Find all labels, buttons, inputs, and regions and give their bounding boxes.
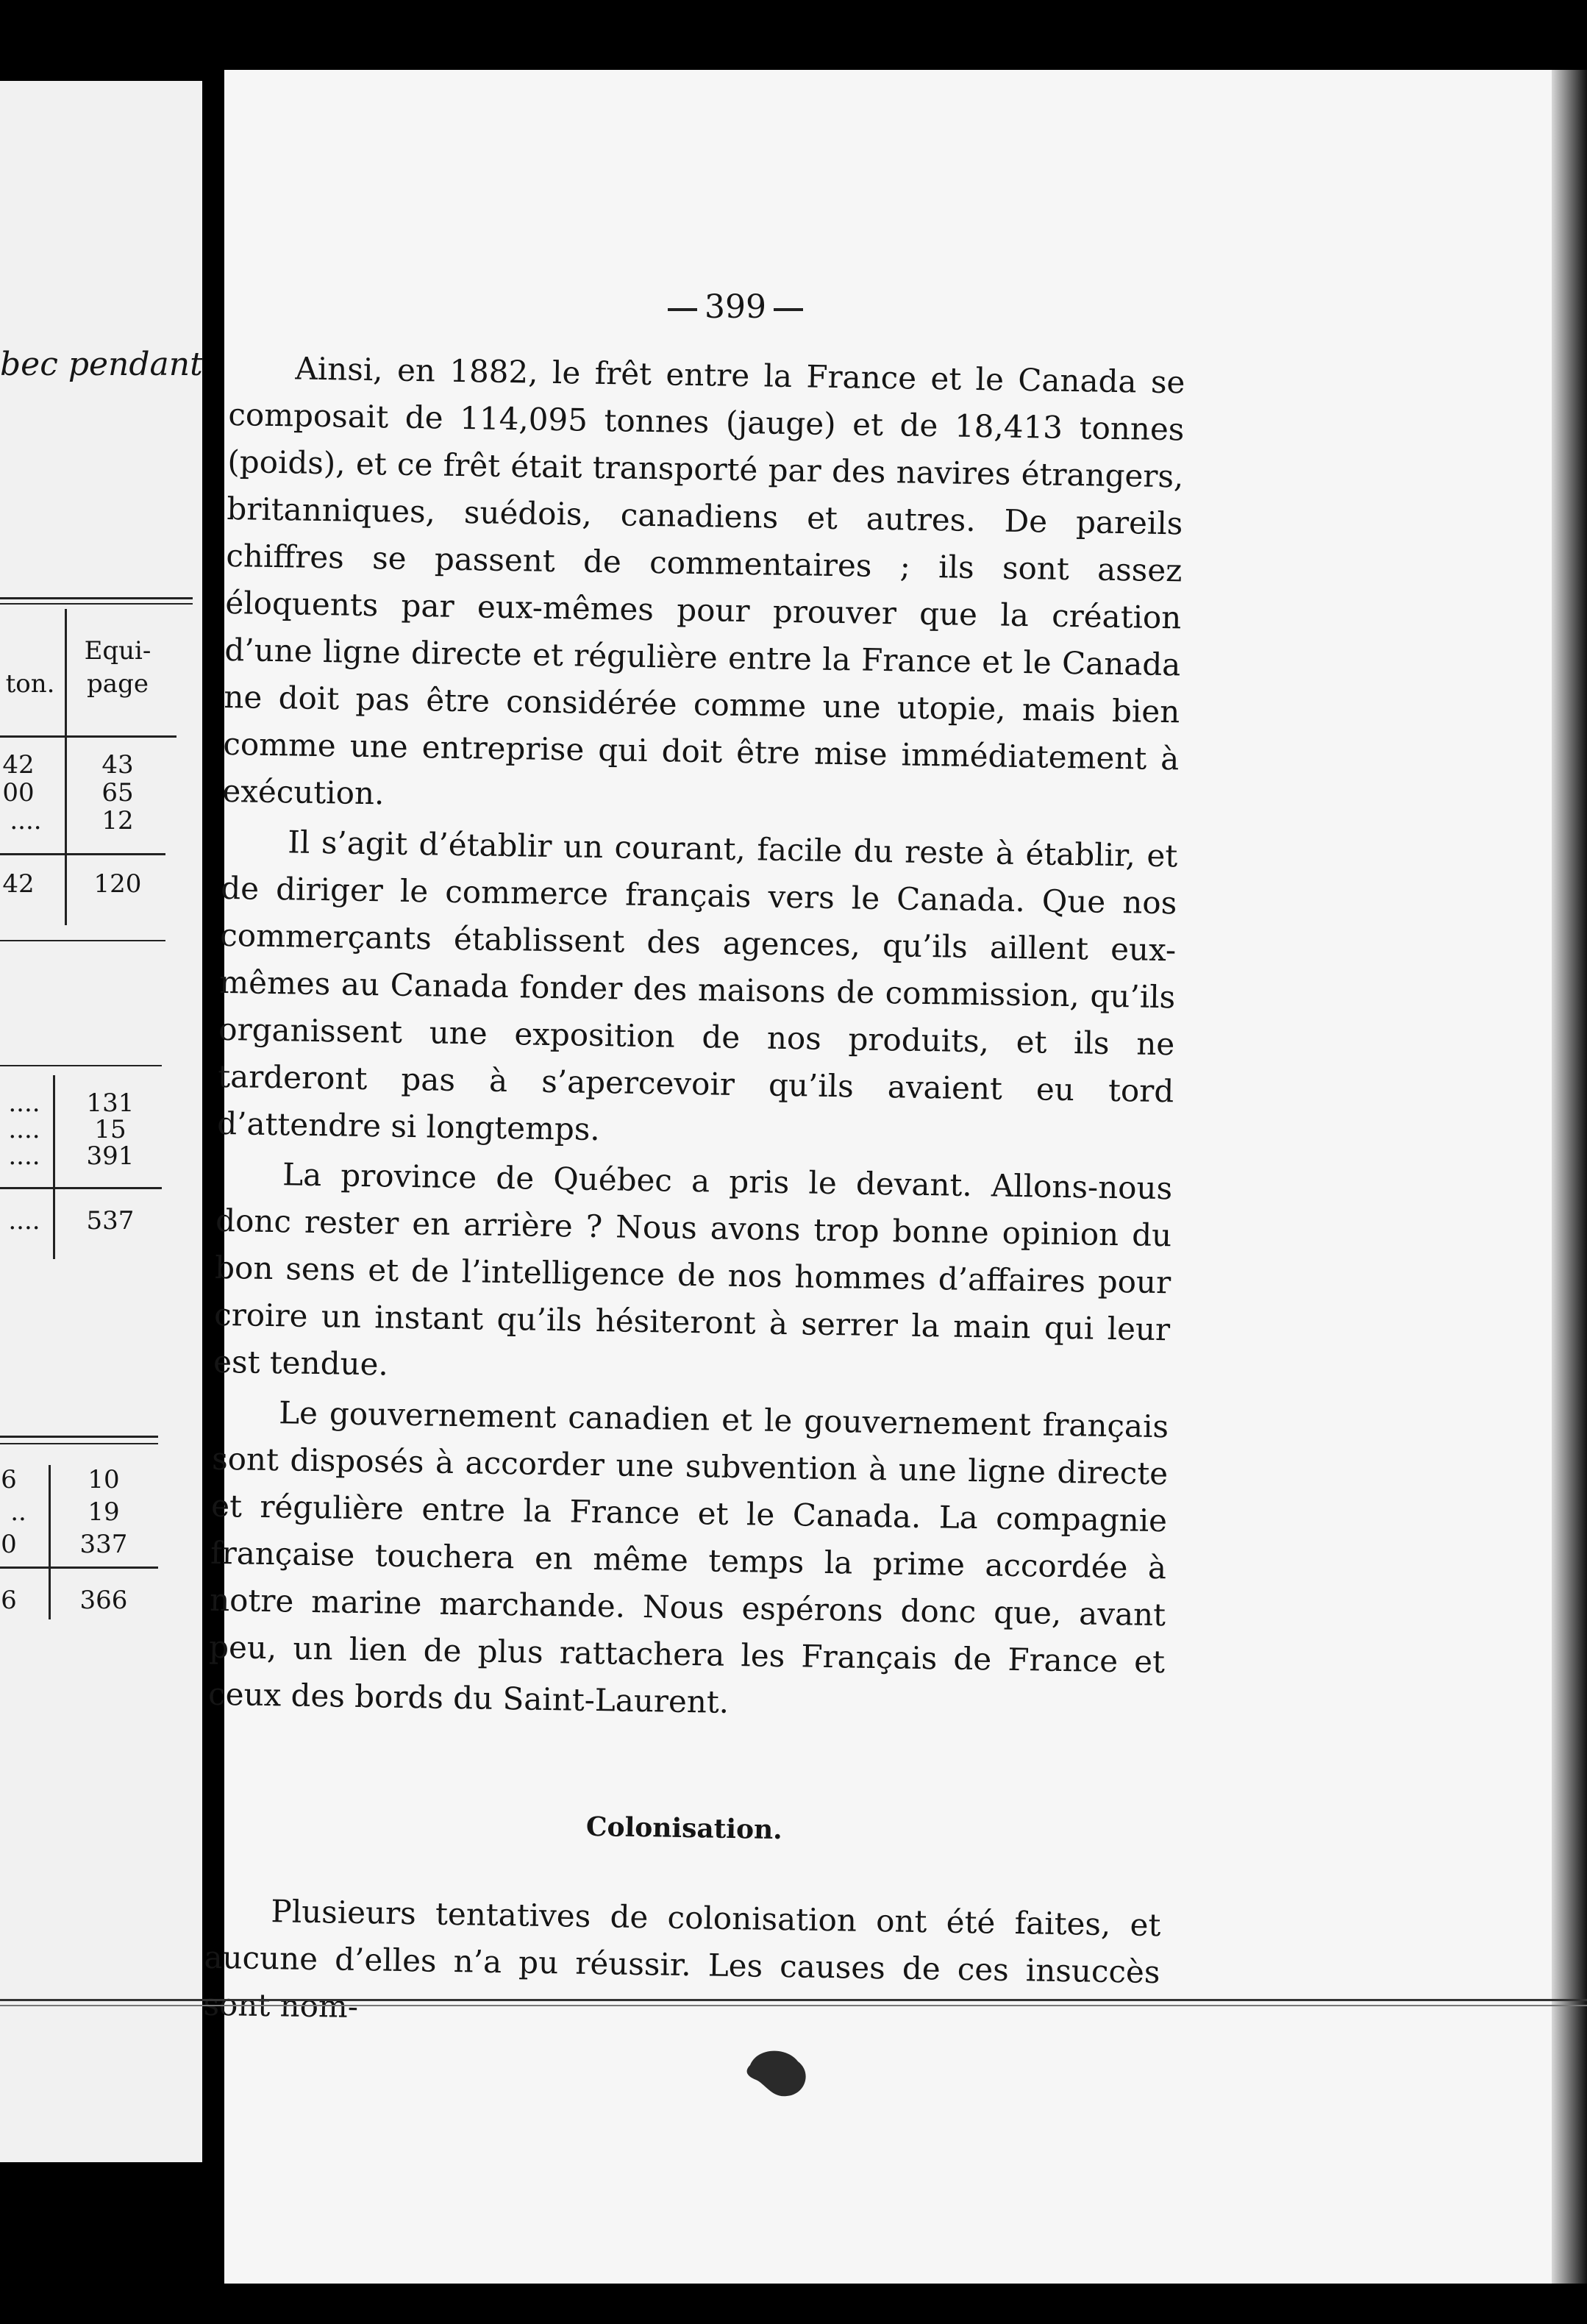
table-cell: 131 [86, 1088, 135, 1118]
table-rule [0, 853, 165, 855]
table-cell: 42 [2, 750, 35, 780]
table-cell: 0 [1, 1530, 17, 1559]
body-text [203, 344, 1185, 2046]
paragraph: Plusieurs tentatives de colonisation ont été faites, et aucune d’elles n’a pu réussir. Les causes de ces insuccès nom- [204, 1893, 1161, 2025]
table-cell: 366 [79, 1586, 128, 1615]
table-cell: 43 [101, 750, 134, 780]
table-rule [0, 603, 193, 605]
page-edge-shadow [1552, 70, 1587, 2284]
table-cell: .... [8, 1088, 40, 1118]
table-cell: 00 [2, 778, 35, 808]
table-column-divider [65, 609, 67, 925]
table-cell: 10 [88, 1465, 120, 1494]
table-rule [0, 1187, 162, 1189]
table-cell: 15 [94, 1115, 126, 1144]
table-cell: 337 [79, 1530, 128, 1559]
paragraph: Il s’agit d’établir un courant, facile du reste à établir, et de diriger le commerce français vers le Canada. Que nos commerçants établissent des agences, qu’ils aillent eux-mêmes au Canada fonder des maisons de commission, qu’ils organissent une exposition de nos produits, et ils ne tarderont pas à s’apercevoir qu’ils avaient eu tord d’attendre si longtemps. [216, 824, 1178, 1148]
table-cell: 19 [88, 1497, 120, 1527]
section-heading: Colonisation. [585, 1811, 783, 1846]
table-rule [0, 940, 165, 941]
scan-fold-line [0, 2005, 1587, 2006]
table-cell: 42 [2, 869, 35, 899]
paragraph: Le gouvernement canadien et le gouvernement français sont disposés à accorder une subvention à une ligne directe et régulière entre la France et le Canada. La compagnie française touchera en même temps la prime accordée à notre marine marchande. Nous espérons donc que, avant peu, un lien de plus rattachera les Français de France et ceux des bords du Saint-Laurent. [207, 1394, 1169, 1720]
table-header: Equi- [84, 636, 151, 666]
table-column-divider [49, 1465, 51, 1619]
paragraph: La province de Québec a pris le devant. Allons-nous donc rester en arrière ? Nous avons trop bonne opinion du bon sens et de l’intelligence de nos hommes d’affaires pour croire un instant qu’ils hésiteront à serrer la main qui leur est tendue. [213, 1156, 1173, 1383]
table-cell: 120 [93, 869, 142, 899]
table-rule [0, 1566, 158, 1569]
table-cell: 65 [101, 778, 134, 808]
table-cell: 391 [86, 1141, 135, 1171]
table-cell: 12 [101, 806, 134, 835]
ink-blot-icon [743, 2043, 816, 2102]
table-rule [0, 1443, 158, 1444]
paragraph: Ainsi, en 1882, le frêt entre la France et le Canada se composait de 114,095 tonnes (jauge) et de 18,413 tonnes (poids), et ce frêt était transporté par des navires étrangers, britanniques, suédois, canadiens et autres. De pareils chiffres se passent de commentaires ; ils sont assez éloquents par eux-mêmes pour prouver que la création d’une ligne directe et régulière entre la France et le Canada ne doit pas être considérée comme une utopie, mais bien comme une entreprise qui doit être mise immédiatement à exécution. [222, 350, 1185, 812]
table-header: page [87, 669, 149, 699]
table-cell: .... [10, 806, 42, 835]
table-header: ton. [5, 669, 55, 699]
table-rule [0, 735, 176, 738]
page-number: 399 [647, 288, 824, 326]
table-rule [0, 597, 193, 599]
table-cell: .... [8, 1141, 40, 1171]
table-cell: 6 [1, 1586, 17, 1615]
scan-fold-line [0, 1999, 1587, 2001]
table-cell: .. [10, 1497, 26, 1527]
table-rule [0, 1436, 158, 1438]
left-running-text: bec pendant [0, 346, 203, 383]
table-column-divider [53, 1075, 55, 1259]
table-cell: .... [8, 1115, 40, 1144]
table-cell: 537 [86, 1206, 135, 1236]
table-cell: .... [8, 1206, 40, 1236]
table-rule [0, 1065, 162, 1066]
table-cell: 6 [1, 1465, 17, 1494]
